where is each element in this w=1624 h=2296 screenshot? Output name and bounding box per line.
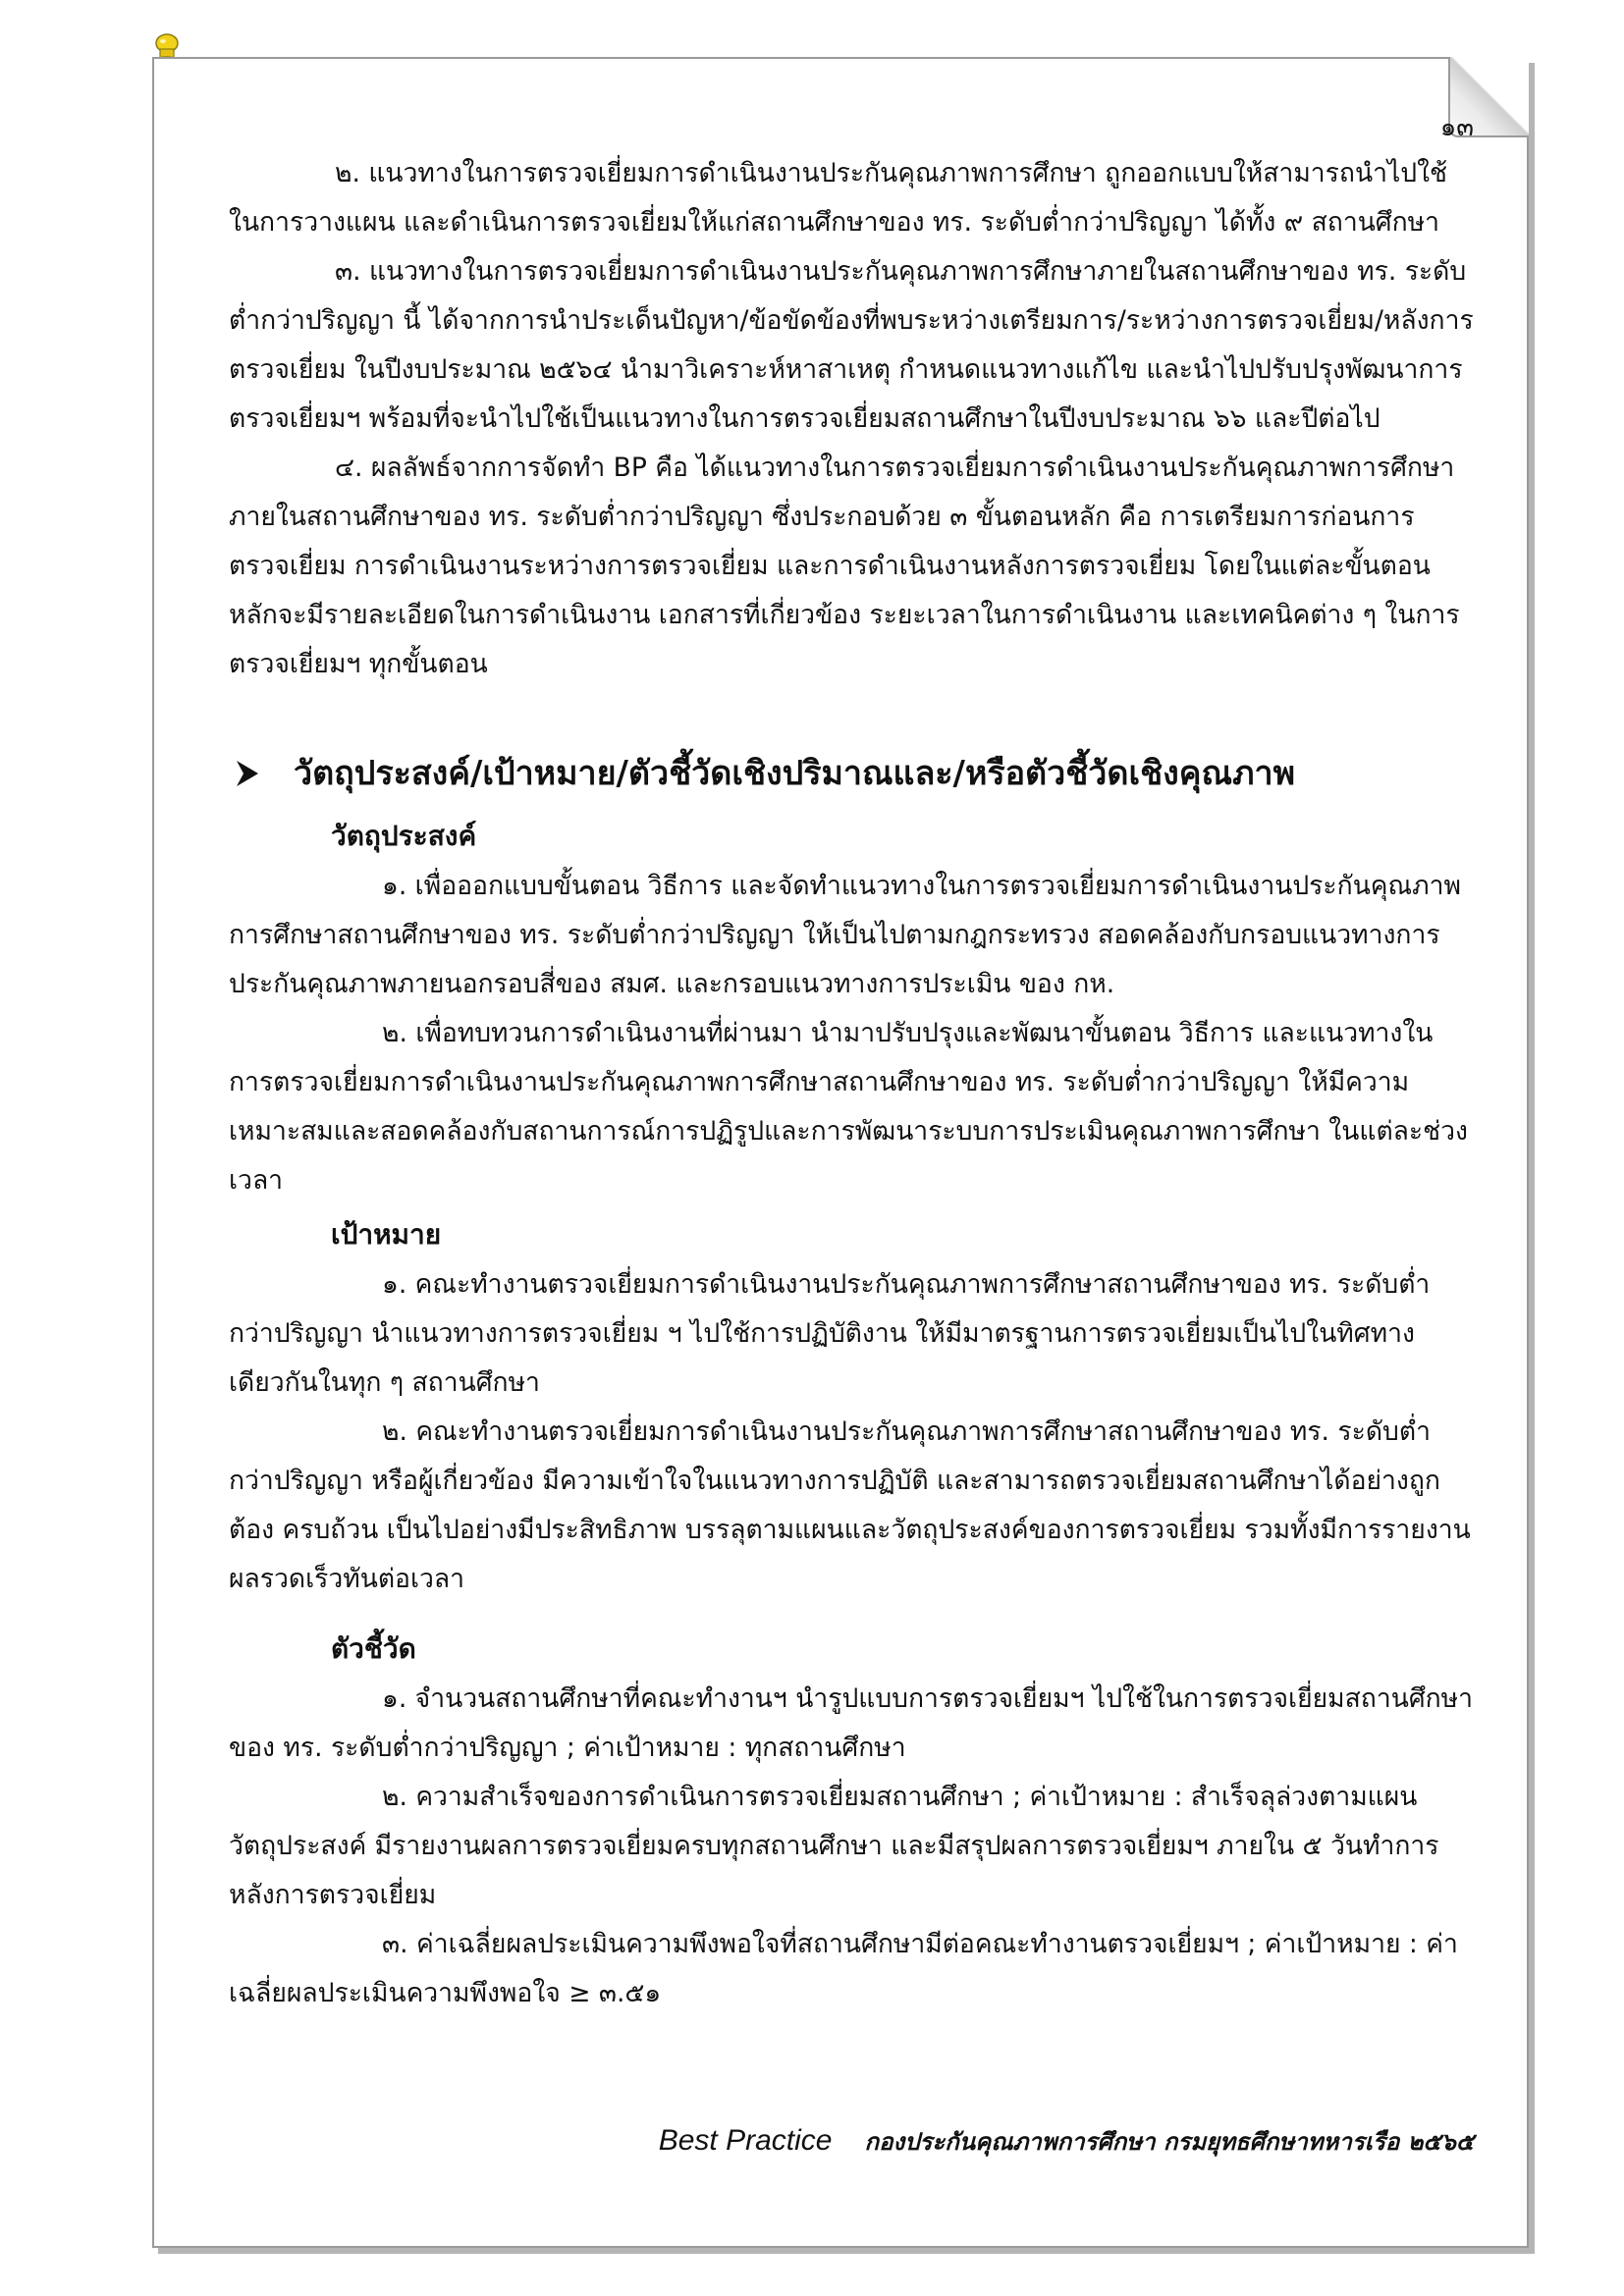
intro-paragraph-4: ๔. ผลลัพธ์จากการจัดทำ BP คือ ได้แนวทางในการตรวจเยี่ยมการดำเนินงานประกันคุณภาพการศึกษาภายในสถานศึกษาของ ทร. ระดับต่ำกว่าปริญญา ซึ่งประกอบด้วย ๓ ขั้นตอนหลัก คือ การเตรียมการก่อนการตรวจเยี่ยม การดำเนินงานระหว่างการตรวจเยี่ยม และการดำเนินงานหลังการตรวจเยี่ยม โดยในแต่ละขั้นตอนหลักจะมีรายละเอียดในการดำเนินงาน เอกสารที่เกี่ยวข้อง ระยะเวลาในการดำเนินงาน และเทคนิคต่าง ๆ ในการตรวจเยี่ยมฯ ทุกขั้นตอน — [229, 453, 1460, 679]
document-body — [229, 106, 1474, 2018]
objective-item-2: ๒. เพื่อทบทวนการดำเนินงานที่ผ่านมา นำมาปรับปรุงและพัฒนาขั้นตอน วิธีการ และแนวทางในการตรวจเยี่ยมการดำเนินงานประกันคุณภาพการศึกษาสถานศึกษาของ ทร. ระดับต่ำกว่าปริญญา ให้มีความเหมาะสมและสอดคล้องกับสถานการณ์การปฏิรูปและการพัฒนาระบบการประเมินคุณภาพการศึกษา ในแต่ละช่วงเวลา — [229, 1018, 1468, 1196]
indicator-item-1: ๑. จำนวนสถานศึกษาที่คณะทำงานฯ นำรูปแบบการตรวจเยี่ยมฯ ไปใช้ในการตรวจเยี่ยมสถานศึกษาของ ทร. ระดับต่ำกว่าปริญญา ; ค่าเป้าหมาย : ทุกสถานศึกษา — [229, 1683, 1474, 1763]
footer-best-practice: Best Practice — [658, 2124, 833, 2157]
section-heading — [235, 746, 1474, 801]
arrow-bullet-icon — [235, 759, 260, 788]
footer-organization: กองประกันคุณภาพการศึกษา กรมยุทธศึกษาทหารเรือ ๒๕๖๕ — [864, 2128, 1474, 2156]
goals-heading: เป้าหมาย — [331, 1218, 442, 1251]
intro-paragraph-3: ๓. แนวทางในการตรวจเยี่ยมการดำเนินงานประกันคุณภาพการศึกษาภายในสถานศึกษาของ ทร. ระดับต่ำกว่าปริญญา นี้ ได้จากการนำประเด็นปัญหา/ข้อขัดข้องที่พบระหว่างเตรียมการ/ระหว่างการตรวจเยี่ยม/หลังการตรวจเยี่ยม ในปีงบประมาณ ๒๕๖๔ นำมาวิเคราะห์หาสาเหตุ กำหนดแนวทางแก้ไข และนำไปปรับปรุงพัฒนาการตรวจเยี่ยมฯ พร้อมที่จะนำไปใช้เป็นแนวทางในการตรวจเยี่ยมสถานศึกษาในปีงบประมาณ ๖๖ และปีต่อไป — [229, 256, 1474, 434]
indicator-item-3: ๓. ค่าเฉลี่ยผลประเมินความพึงพอใจที่สถานศึกษามีต่อคณะทำงานตรวจเยี่ยมฯ ; ค่าเป้าหมาย : ค่าเฉลี่ยผลประเมินความพึงพอใจ ≥ ๓.๕๑ — [229, 1929, 1458, 2008]
page-footer — [229, 2122, 1474, 2161]
page-number: ๑๓ — [1439, 113, 1474, 142]
intro-paragraph-2: ๒. แนวทางในการตรวจเยี่ยมการดำเนินงานประกันคุณภาพการศึกษา ถูกออกแบบให้สามารถนำไปใช้ในการวางแผน และดำเนินการตรวจเยี่ยมให้แก่สถานศึกษาของ ทร. ระดับต่ำกว่าปริญญา ได้ทั้ง ๙ สถานศึกษา — [229, 158, 1448, 238]
objectives-heading: วัตถุประสงค์ — [331, 820, 477, 852]
objective-item-1: ๑. เพื่อออกแบบขั้นตอน วิธีการ และจัดทำแนวทางในการตรวจเยี่ยมการดำเนินงานประกันคุณภาพการศึกษาสถานศึกษาของ ทร. ระดับต่ำกว่าปริญญา ให้เป็นไปตามกฎกระทรวง สอดคล้องกับกรอบแนวทางการประกันคุณภาพภายนอกรอบสี่ของ สมศ. และกรอบแนวทางการประเมิน ของ กห. — [229, 871, 1461, 999]
indicator-item-2: ๒. ความสำเร็จของการดำเนินการตรวจเยี่ยมสถานศึกษา ; ค่าเป้าหมาย : สำเร็จลุล่วงตามแผนวัตถุประสงค์ มีรายงานผลการตรวจเยี่ยมครบทุกสถานศึกษา และมีสรุปผลการตรวจเยี่ยมฯ ภายใน ๕ วันทำการหลังการตรวจเยี่ยม — [229, 1782, 1439, 1910]
goal-item-1: ๑. คณะทำงานตรวจเยี่ยมการดำเนินงานประกันคุณภาพการศึกษาสถานศึกษาของ ทร. ระดับต่ำกว่าปริญญา นำแนวทางการตรวจเยี่ยม ฯ ไปใช้การปฏิบัติงาน ให้มีมาตรฐานการตรวจเยี่ยมเป็นไปในทิศทางเดียวกันในทุก ๆ สถานศึกษา — [229, 1269, 1431, 1398]
section-heading-text: วัตถุประสงค์/เป้าหมาย/ตัวชี้วัดเชิงปริมาณและ/หรือตัวชี้วัดเชิงคุณภาพ — [294, 754, 1295, 793]
goal-item-2: ๒. คณะทำงานตรวจเยี่ยมการดำเนินงานประกันคุณภาพการศึกษาสถานศึกษาของ ทร. ระดับต่ำกว่าปริญญา หรือผู้เกี่ยวข้อง มีความเข้าใจในแนวทางการปฏิบัติ และสามารถตรวจเยี่ยมสถานศึกษาได้อย่างถูกต้อง ครบถ้วน เป็นไปอย่างมีประสิทธิภาพ บรรลุตามแผนและวัตถุประสงค์ของการตรวจเยี่ยม รวมทั้งมีการรายงานผลรวดเร็วทันต่อเวลา — [229, 1416, 1471, 1594]
indicators-heading: ตัวชี้วัด — [331, 1632, 416, 1665]
